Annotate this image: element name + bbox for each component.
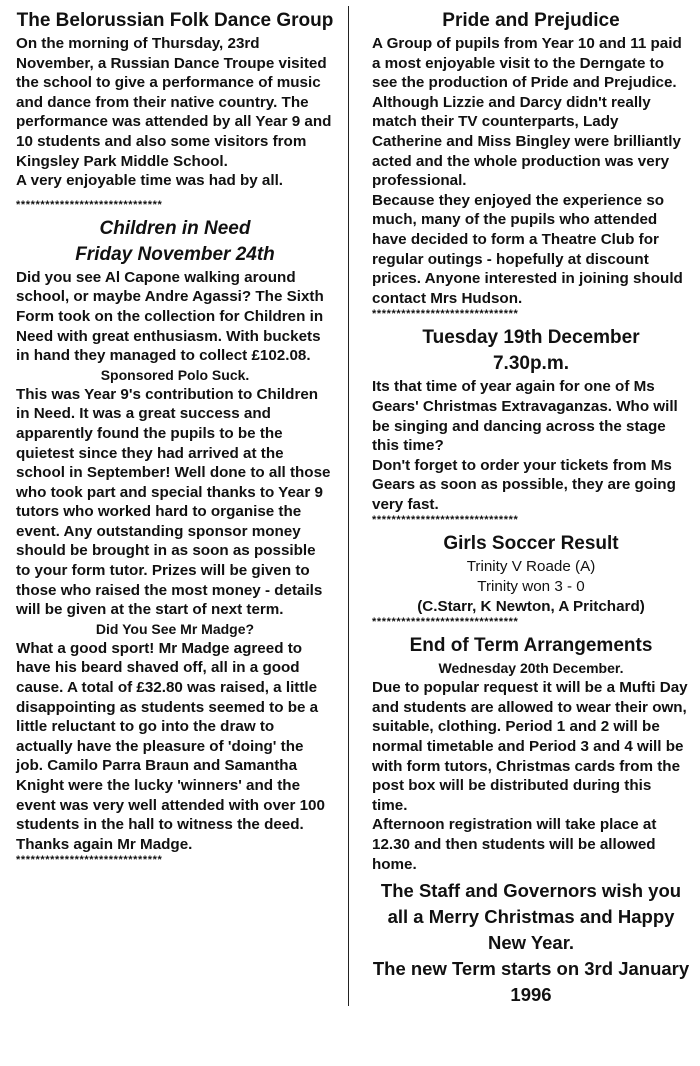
- end-of-term-body-2: Afternoon registration will take place at 12.30 and then students will be allowed home.: [372, 816, 657, 873]
- december-body: Its that time of year again for one of Ms Gears' Christmas Extravaganzas. Who will be singing and dancing across the stage this time?: [372, 378, 678, 455]
- star-divider: ******************************: [16, 854, 163, 867]
- pride-article: [372, 8, 690, 308]
- pride-body-2: Because they enjoyed the experience so much, many of the pupils who attended have decided to form a Theatre Club for regular outings - hopefully at discount prices. Anyone interested in joining should contact Mrs Hudson.: [372, 191, 683, 307]
- december-title: Tuesday 19th December: [422, 327, 640, 349]
- soccer-fixture: Trinity V Roade (A): [466, 558, 596, 576]
- belorussian-body: On the morning of Thursday, 23rd November, a Russian Dance Troupe visited the school to give a performance of music and dance from their native country. The performance was attended by all Year 9 and 10 students and also some visitors from Kingsley Park Middle School.: [16, 35, 332, 170]
- december-body-2: Don't forget to order your tickets from Ms Gears as soon as possible, they are going very fast.: [372, 456, 676, 513]
- children-in-need-body: Did you see Al Capone walking around school, or maybe Andre Agassi? The Sixth Form took on the collection for Children in Need with great enthusiasm. With buckets in hand they managed to collect £102.08.: [16, 268, 324, 365]
- soccer-article: [372, 531, 690, 616]
- christmas-greeting: The Staff and Governors wish you all a Merry Christmas and Happy New Year.: [380, 880, 682, 954]
- belorussian-article: [16, 8, 334, 191]
- star-divider: ******************************: [372, 616, 519, 629]
- polo-title: Sponsored Polo Suck.: [100, 366, 250, 383]
- children-in-need-date: Friday November 24th: [75, 243, 275, 265]
- pride-title: Pride and Prejudice: [442, 10, 620, 31]
- end-of-term-title: End of Term Arrangements: [409, 635, 653, 657]
- end-of-term-article: [372, 633, 690, 874]
- right-column: [372, 8, 690, 1008]
- belorussian-closing: A very enjoyable time was had by all.: [16, 172, 284, 190]
- pride-body: A Group of pupils from Year 10 and 11 paid a most enjoyable visit to the Derngate to see the production of Pride and Prejudice. Although Lizzie and Darcy didn't really match their TV counterparts, Lady Catherine and Miss Bingley were brilliantly acted and the whole production was very professional.: [372, 35, 682, 190]
- soccer-scorers: (C.Starr, K Newton, A Pritchard): [417, 597, 645, 615]
- soccer-title: Girls Soccer Result: [443, 533, 619, 555]
- column-divider: [348, 6, 349, 1006]
- madge-title: Did You See Mr Madge?: [95, 620, 255, 637]
- polo-body: This was Year 9's contribution to Children in Need. It was a great success and apparently found the pupils to be the quietest since they had arrived at the school in September! Well done to all those who took part and special thanks to Year 9 tutors who worked hard to organise the event. Any outstanding sponsor money should be brought in as soon as possible to your form tutor. Prizes will be given to those who raised the most money - details will be given at the start of next term.: [16, 385, 331, 619]
- children-in-need-article: [16, 216, 334, 855]
- belorussian-title: The Belorussian Folk Dance Group: [16, 10, 334, 31]
- new-term-notice: The new Term starts on 3rd January 1996: [372, 958, 690, 1006]
- soccer-score: Trinity won 3 - 0: [477, 578, 585, 596]
- star-divider: ******************************: [372, 308, 519, 321]
- star-divider: ******************************: [16, 198, 163, 211]
- star-divider: ******************************: [372, 514, 519, 527]
- end-of-term-date: Wednesday 20th December.: [438, 660, 624, 677]
- december-article: [372, 325, 690, 514]
- children-in-need-title: Children in Need: [99, 217, 251, 239]
- december-time: 7.30p.m.: [492, 353, 570, 375]
- left-column: [16, 8, 334, 867]
- madge-body: What a good sport! Mr Madge agreed to have his beard shaved off, all in a good cause. A total of £32.80 was raised, a little disappointing as students seemed to be a little reluctant to go into the draw to actually have the pleasure of 'doing' the job. Camilo Parra Braun and Samantha Knight were the lucky 'winners' and the event was very well attended with over 100 students in the hall to witness the deed. Thanks again Mr Madge.: [16, 639, 325, 853]
- end-of-term-body: Due to popular request it will be a Mufti Day and students are allowed to wear their own, suitable, clothing. Period 1 and 2 will be normal timetable and Period 3 and 4 will be with form tutors, Christmas cards from the post box will be distributed during this time.: [372, 679, 688, 814]
